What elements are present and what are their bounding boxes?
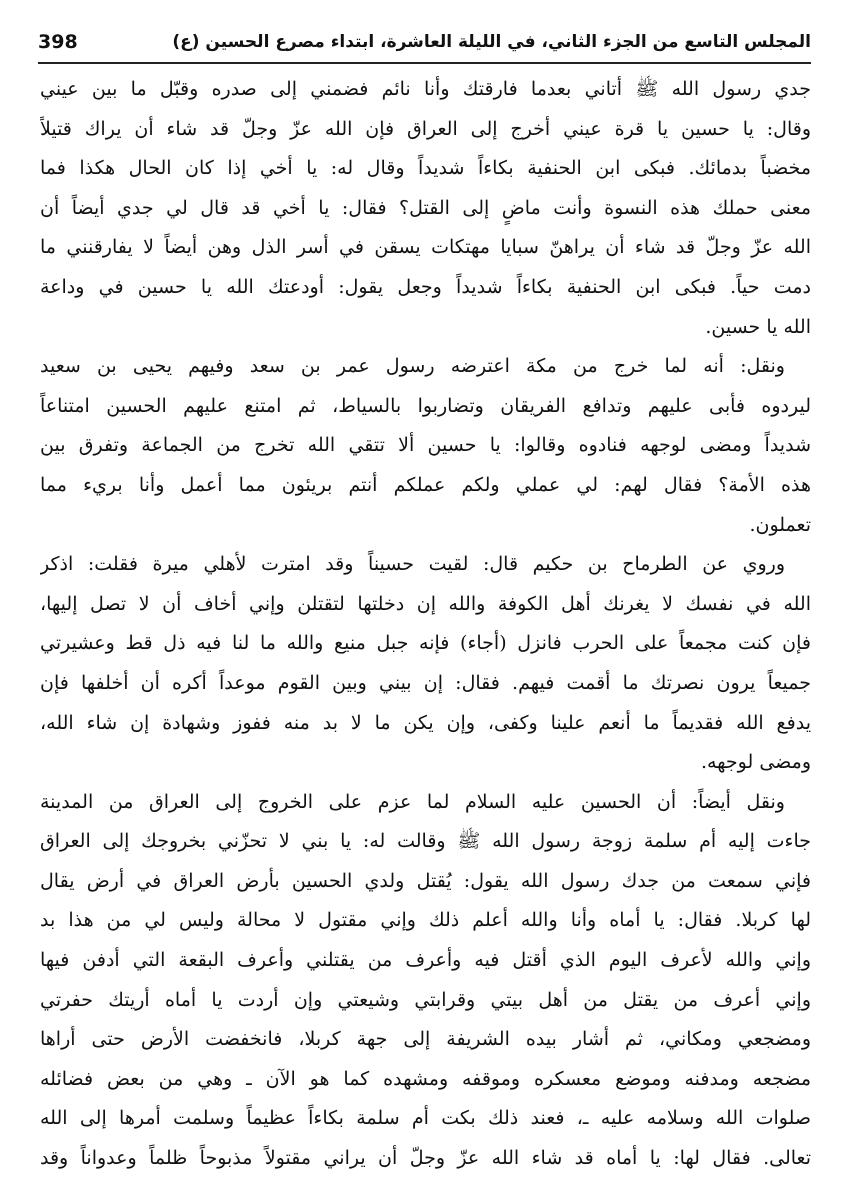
text-line: ومضجعي ومكاني، ثم أشار بيده الشريفة إلى جهة كربلا، فانخفضت الأرض حتى أراها [40,1028,811,1051]
text-line: شديداً ومضى لوجهه فنادوه وقالوا: يا حسين ألا تتقي الله تخرج من الجماعة وتفرق بين [40,434,811,457]
text-line: جميعاً يرون نصرتك ما أقمت فيهم. فقال: إن بيني وبين القوم موعداً أكره أن أخلفها فإن [40,671,811,694]
text-line: ومضى لوجهه. [700,751,811,774]
text-line: مضجعه ومدفنه وموضع معسكره وموقفه ومشهده كما هو الآن ـ وهي من بعض فضائله [40,1067,811,1090]
text-line: صلوات الله وسلامه عليه ـ، فعند ذلك بكت أم سلمة بكاءاً عظيماً وسلمت أمرها إلى الله [40,1107,811,1130]
text-line: وإني والله لأعرف اليوم الذي أقتل فيه وأعرف من يقتلني وأعرف البقعة التي أدفن فيها [40,949,811,972]
text-line: فإني سمعت من جدك رسول الله يقول: يُقتل ولدي الحسين بأرض العراق في أرض يقال [40,869,811,892]
text-line: جدي رسول الله ﷺ أتاني بعدما فارقتك وأنا نائم فضمني إلى صدره وقبّل ما بين عيني [40,78,811,100]
running-title: المجلس التاسع من الجزء الثاني، في الليلة العاشرة، ابتداء مصرع الحسين (ع) [172,32,811,52]
paragraph [40,347,811,545]
text-line: الله في نفسك لا يغرنك أهل الكوفة والله إن دخلتها لتقتلن وإني أخاف أن لا تصل إليها، [40,592,811,615]
paragraph [40,783,811,1179]
text-line: جاءت إليه أم سلمة زوجة رسول الله ﷺ وقالت له: يا بني لا تحزّني بخروجك إلى العراق [40,830,811,853]
text-line: معنى حملك هذه النسوة وأنت ماضٍ إلى القتل؟ فقال: يا أخي قد قال لي جدي أيضاً أن [40,196,811,219]
page-header [38,26,811,64]
text-line: يدفع الله فقديماً ما أنعم علينا وكفى، وإن يكن ما لا بد منه ففوز وشهادة إن شاء الله، [40,711,811,734]
text-line: تعالى. فقال لها: يا أماه قد شاء الله عزّ وجلّ أن يراني مقتولاً مذبوحاً ظلماً وعدواناً وقد [40,1147,811,1170]
text-line: وإني أعرف من يقتل من أهل بيتي وقرابتي وشيعتي وإن أردت يا أماه أريتك حفرتي [40,988,811,1011]
text-line: فإن كنت مجمعاً على الحرب فانزل (أجاء) فإنه جبل منيع والله ما لنا فيه ذل قط وعشيرتي [40,632,811,655]
text-line: تعملون. [749,513,811,536]
text-line: هذه الأمة؟ فقال لهم: لي عملي ولكم عملكم أنتم بريئون مما أعمل وأنا بريء مما [40,473,811,496]
text-line: وروي عن الطرماح بن حكيم قال: لقيت حسيناً وقد امترت لأهلي ميرة فقلت: اذكر [40,553,785,576]
text-line: ونقل: أنه لما خرج من مكة اعترضه رسول عمر بن سعد وفيهم يحيى بن سعيد [40,355,785,378]
text-line: ونقل أيضاً: أن الحسين عليه السلام لما عزم على الخروج إلى العراق من المدينة [40,790,785,813]
text-line: الله يا حسين. [705,315,811,338]
page-number: 398 [38,31,78,53]
text-line: لها كربلا. فقال: يا أماه وأنا والله أعلم ذلك وإني مقتول لا محالة وليس لي من هذا بد [40,909,811,932]
paragraph [40,70,811,347]
text-line: وقال: يا حسين يا قرة عيني أخرج إلى العراق فإن الله عزّ وجلّ قد شاء أن يراك قتيلاً [40,117,811,140]
text-line: ليردوه فأبى عليهم وتدافع الفريقان وتضاربوا بالسياط، ثم امتنع عليهم الحسين امتناعاً [40,394,811,417]
page-body [40,70,811,1193]
text-line: دمت حياً. فبكى ابن الحنفية بكاءاً شديداً وجعل يقول: أودعتك الله يا حسين في وداعة [40,275,811,298]
text-line: الله عزّ وجلّ قد شاء أن يراهنّ سبايا مهتكات يسقن في أسر الذل وهن أيضاً لا يفارقنني ما [40,236,811,259]
text-line: مخضباً بدمائك. فبكى ابن الحنفية بكاءاً شديداً وقال له: يا أخي إذا كان الحال هكذا فما [40,157,811,180]
paragraph [40,545,811,783]
